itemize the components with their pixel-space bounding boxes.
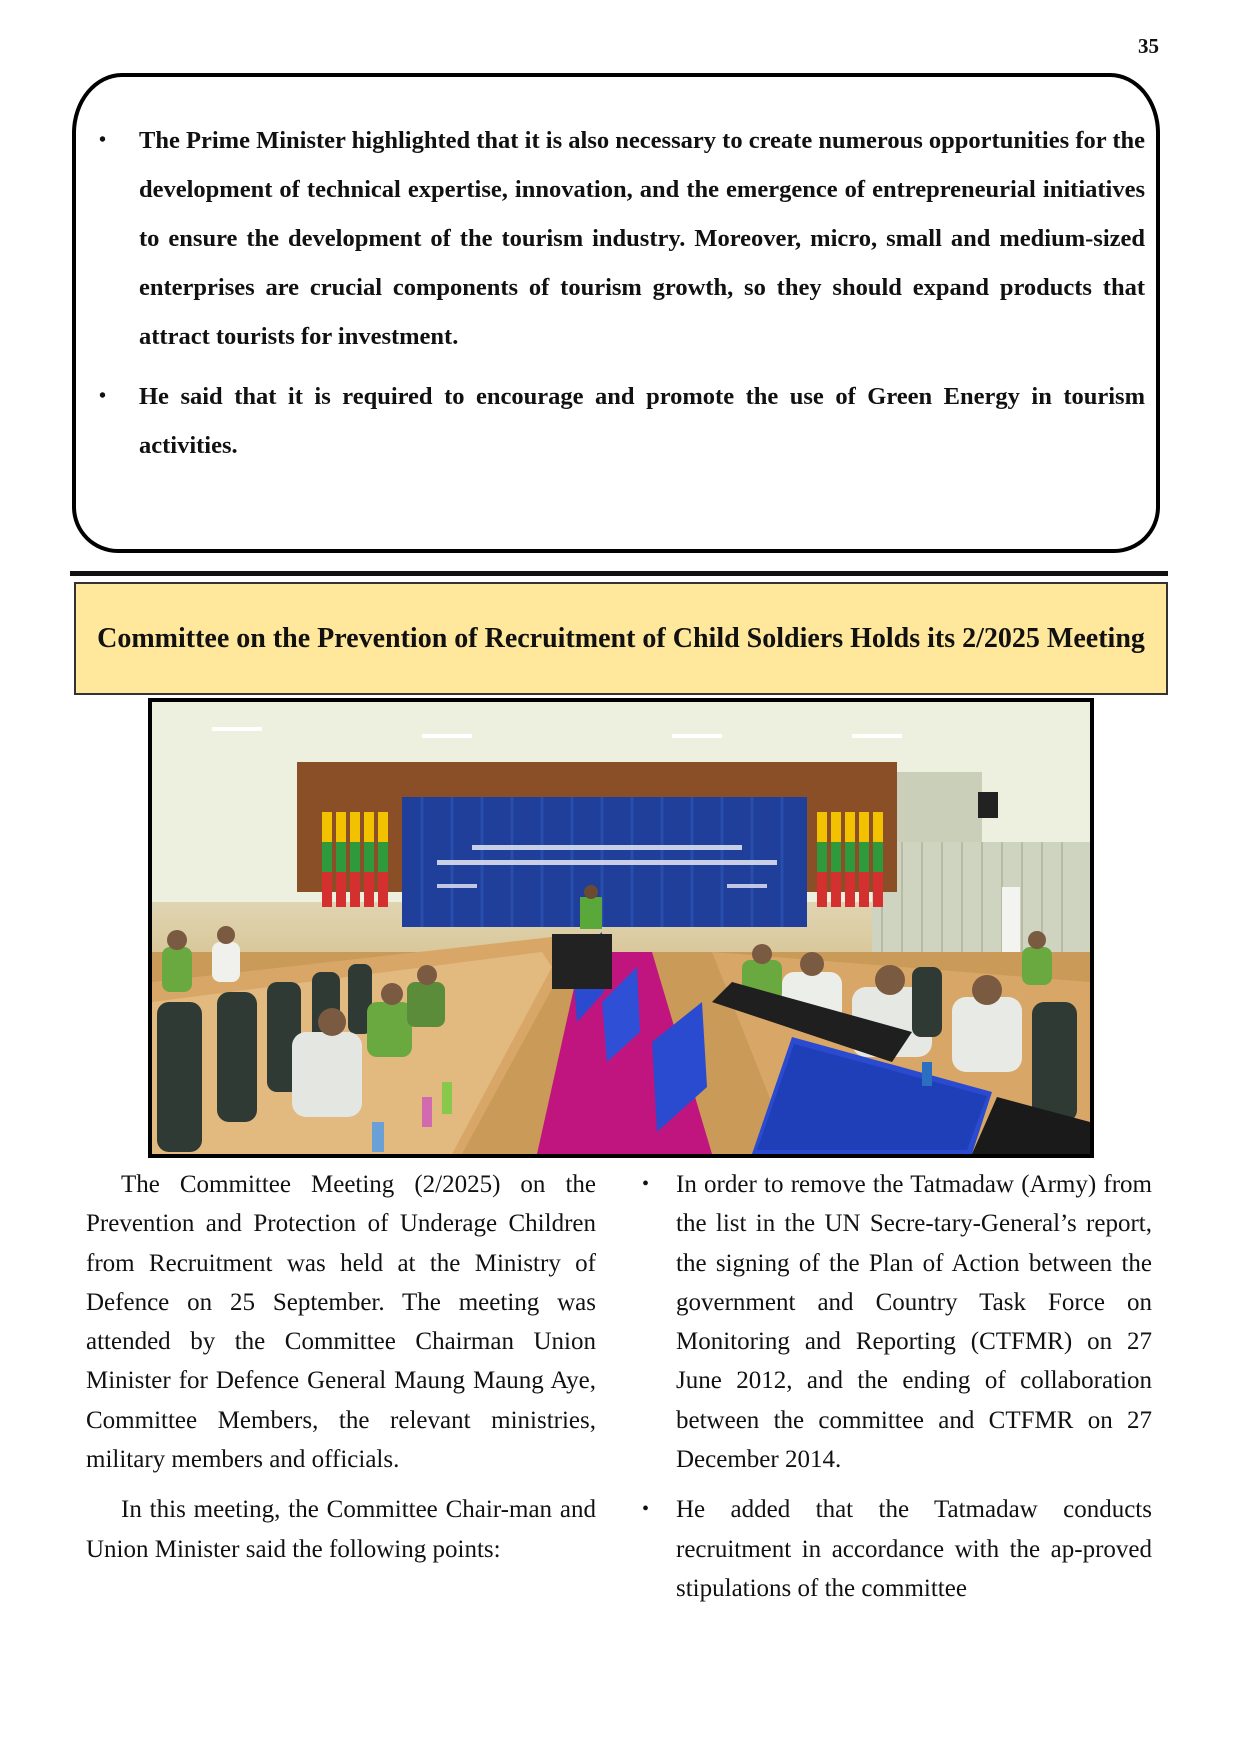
meeting-photo-illustration [152, 702, 1090, 1154]
bullet-icon: • [99, 129, 107, 151]
highlight-bullet-item [95, 372, 1145, 470]
points-bullet-text: In order to remove the Tatmadaw (Army) from the list in the UN Secre-tary-General’s report, the signing of the Plan of Action between the government and Country Task Force on Monitoring and Reporting (CTFMR) on 27 June 2012, and the ending of collaboration between the committee and CTFMR on 27 December 2014. [676, 1171, 1152, 1474]
highlight-bullet-text: He said that it is required to encourage and promote the use of Green Energy in tourism activities. [139, 383, 1145, 459]
highlight-bullet-list [95, 116, 1145, 481]
section-divider [70, 571, 1168, 576]
highlight-bullet-item [95, 116, 1145, 361]
right-column [640, 1165, 1152, 1619]
article-title-box [74, 582, 1168, 695]
highlight-bullet-text: The Prime Minister highlighted that it is also necessary to create numerous opportunities for the development of technical expertise, innovation, and the emergence of entrepreneurial initiatives to ensure the development of the tourism industry. Moreover, micro, small and medium-sized enterprises are crucial components of tourism growth, so they should expand products that attract tourists for investment. [139, 127, 1145, 350]
bullet-icon: • [99, 385, 107, 407]
meeting-photo [148, 698, 1094, 1158]
article-title: Committee on the Prevention of Recruitment of Child Soldiers Holds its 2/2025 Meeting [97, 622, 1145, 654]
left-column [86, 1165, 596, 1580]
points-bullet-item [640, 1165, 1152, 1479]
bullet-icon: • [642, 1498, 650, 1521]
points-bullet-item [640, 1490, 1152, 1608]
body-paragraph: In this meeting, the Committee Chair-man and Union Minister said the following points: [86, 1496, 596, 1563]
body-paragraph: The Committee Meeting (2/2025) on the Prevention and Protection of Underage Children from Recruitment was held at the Ministry of Defence on 25 September. The meeting was attended by the Committee Chairman Union Minister for Defence General Maung Maung Aye, Committee Members, the relevant ministries, military members and officials. [86, 1171, 596, 1474]
points-bullet-text: He added that the Tatmadaw conducts recruitment in accordance with the ap-proved stipulations of the committee [676, 1496, 1152, 1602]
points-bullet-list [640, 1165, 1152, 1608]
page-number: 35 [1138, 34, 1159, 58]
bullet-icon: • [642, 1173, 650, 1195]
